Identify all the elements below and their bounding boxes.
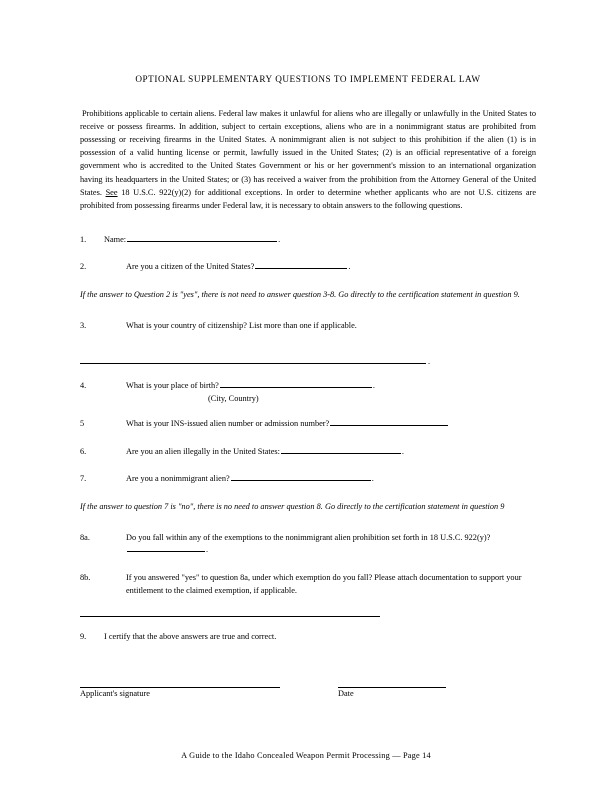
question-4-number: 4. (80, 380, 87, 390)
question-3-answer-area (80, 347, 536, 364)
applicant-signature-block (80, 687, 280, 698)
question-9-number: 9. (80, 632, 87, 641)
question-4-sublabel: (City, Country) (208, 394, 259, 404)
question-3-answer-input[interactable] (80, 363, 426, 364)
date-input[interactable] (338, 687, 446, 688)
page-title: OPTIONAL SUPPLEMENTARY QUESTIONS TO IMPLEMENT FEDERAL LAW (135, 74, 481, 84)
question-8a-input[interactable] (127, 545, 205, 552)
question-1-input[interactable] (127, 235, 277, 242)
question-1 (80, 234, 536, 246)
question-6-trailing: . (401, 446, 404, 456)
question-2 (80, 261, 536, 273)
question-5-number: 5 (80, 419, 85, 429)
intro-body-part2: 18 U.S.C. 922(y)(2) for additional exceptions. In order to determine whether applicants who are not U.S. citizens are prohibited from possessing firearms under Federal law, it is necessary to obtain answers to the following questions. (80, 187, 537, 210)
question-1-label: Name: (104, 234, 127, 244)
question-2-text (126, 261, 536, 273)
question-5-text (126, 418, 536, 430)
question-8a-number: 8a. (80, 532, 90, 542)
question-9-text: I certify that the above answers are true and correct. (104, 632, 277, 641)
question-1-number: 1. (80, 234, 87, 244)
intro-body-part1: Federal law makes it unlawful for aliens who are illegally or unlawfully in the United States to receive or possess firearms. In addition, subject to certain exceptions, aliens who are in a nonimmigrant status are prohibited from possessing or receiving firearms in the United States. A nonimmigrant alien is not subject to this prohibition if the alien (1) is in possession of a valid hunting license or permit, lawfully issued in the United States; (2) is an official representative of a foreign government who is accredited to the United States Government or his or her government's mission to an international organization having its headquarters in the United States; or (3) has received a waiver from the prohibition from the Attorney General of the United States. (80, 109, 536, 197)
date-label: Date (338, 689, 354, 699)
question-7-text (126, 473, 536, 485)
question-4-input[interactable] (220, 381, 372, 388)
page-footer: A Guide to the Idaho Concealed Weapon Permit Processing — Page 14 (181, 751, 431, 760)
question-8b-text: If you answered "yes" to question 8a, under which exemption do you fall? Please attach documentation to support your entitlement to the claimed exemption, if applicable. (126, 573, 522, 596)
intro-paragraph (80, 107, 536, 212)
certification-divider (80, 616, 380, 617)
question-7-label: Are you a nonimmigrant alien? (126, 474, 230, 484)
question-2-input[interactable] (255, 262, 347, 269)
applicant-signature-input[interactable] (80, 687, 280, 688)
question-8a-label: Do you fall within any of the exemptions to the nonimmigrant alien prohibition set forth in 18 U.S.C. 922(y)? (126, 532, 491, 542)
question-8b (80, 572, 536, 598)
question-8a-trailing: . (206, 545, 209, 555)
question-6-input[interactable] (281, 447, 401, 454)
intro-lead: Prohibitions applicable to certain aliens. (82, 109, 217, 119)
question-5-input[interactable] (330, 419, 448, 426)
question-1-text (104, 234, 536, 246)
see-citation-link: See (105, 187, 118, 197)
question-7-number: 7. (80, 474, 87, 484)
question-2-label: Are you a citizen of the United States? (126, 262, 255, 272)
question-3 (80, 320, 536, 332)
signature-area (80, 687, 536, 698)
question-5 (80, 418, 536, 430)
note-after-question-7: If the answer to question 7 is "no", there is no need to answer question 8. Go directly to the certification statement in question 9 (80, 501, 505, 511)
date-block (338, 687, 466, 698)
question-4-text (126, 380, 536, 392)
question-7 (80, 473, 536, 485)
question-4-label: What is your place of birth? (126, 380, 219, 390)
question-8a (80, 532, 536, 558)
question-6 (80, 446, 536, 458)
question-8a-text (126, 532, 536, 558)
note-after-question-2: If the answer to Question 2 is "yes", there is not need to answer question 3-8. Go directly to the certification statement in question 9. (80, 289, 520, 299)
question-5-label: What is your INS-issued alien number or admission number? (126, 419, 330, 429)
question-3-text: What is your country of citizenship? List more than one if applicable. (126, 320, 357, 330)
question-2-trailing: . (348, 262, 351, 272)
question-8b-number: 8b. (80, 573, 91, 583)
document-content (80, 74, 536, 698)
question-4-trailing: . (372, 380, 375, 390)
question-9 (80, 631, 536, 643)
question-6-number: 6. (80, 446, 87, 456)
question-2-number: 2. (80, 262, 87, 272)
question-6-label: Are you an alien illegally in the United States: (126, 446, 280, 456)
question-3-number: 3. (80, 320, 87, 330)
question-6-text (126, 446, 536, 458)
question-4 (80, 380, 536, 392)
question-7-input[interactable] (231, 474, 371, 481)
question-7-trailing: . (371, 474, 374, 484)
applicant-signature-label: Applicant's signature (80, 689, 150, 699)
question-1-trailing: . (278, 234, 281, 244)
question-3-answer-trailing: . (428, 356, 431, 366)
